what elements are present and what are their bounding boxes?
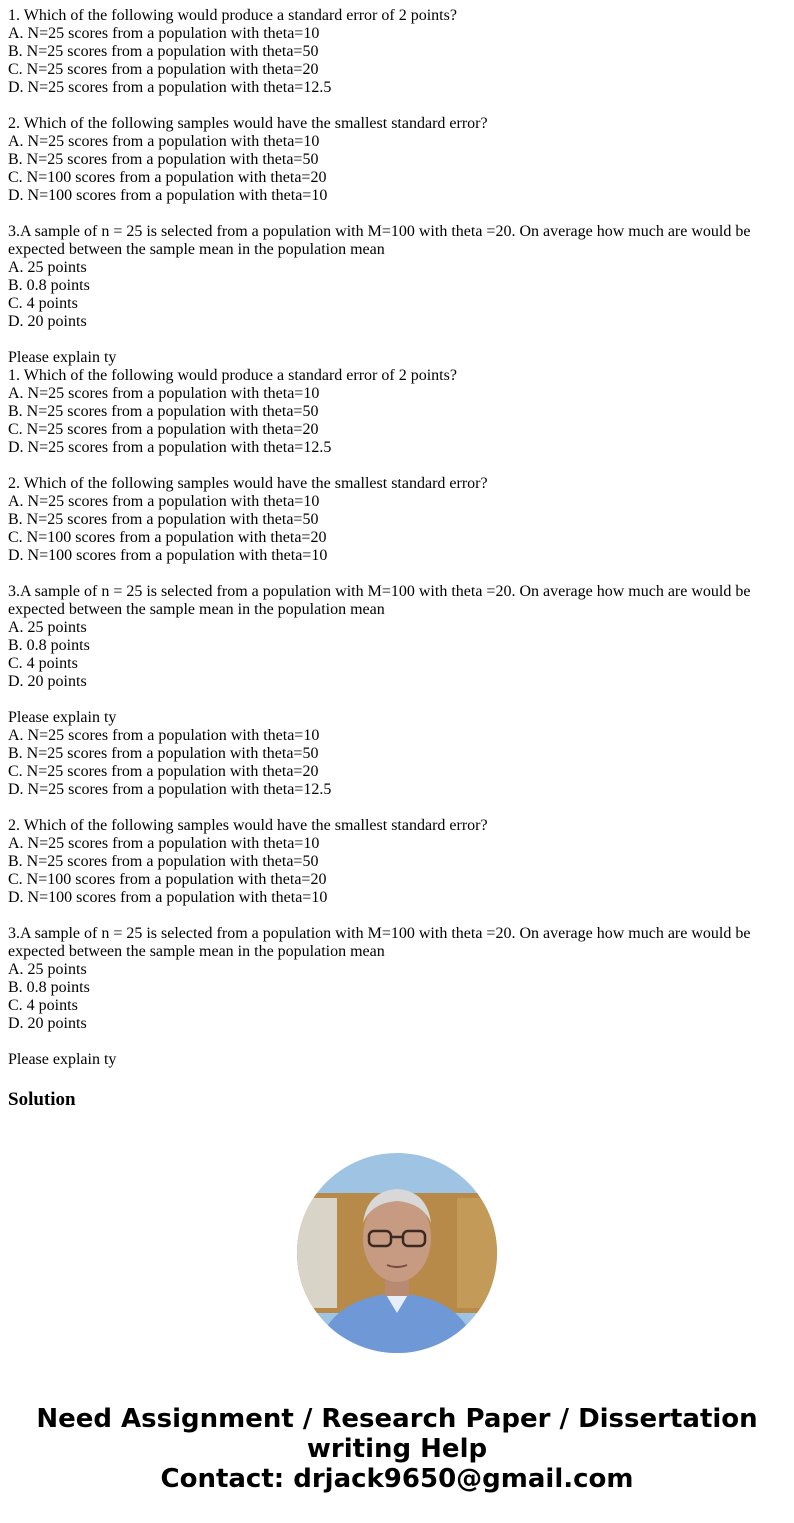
avatar-photo — [297, 1153, 497, 1353]
blank-line — [8, 565, 778, 583]
text-line: C. N=25 scores from a population with theta=20 — [8, 421, 319, 438]
text-line: 2. Which of the following samples would have the smallest standard error? — [8, 817, 488, 834]
text-line: B. N=25 scores from a population with theta=50 — [8, 43, 319, 60]
text-line: C. N=25 scores from a population with theta=20 — [8, 763, 319, 780]
blank-line — [8, 457, 778, 475]
text-line: B. 0.8 points — [8, 979, 90, 996]
text-line: B. N=25 scores from a population with theta=50 — [8, 403, 319, 420]
text-line: Please explain ty — [8, 349, 117, 366]
text-line: D. N=100 scores from a population with theta=10 — [8, 187, 328, 204]
text-line: D. N=100 scores from a population with theta=10 — [8, 547, 328, 564]
text-line: A. N=25 scores from a population with theta=10 — [8, 493, 320, 510]
blank-line — [8, 205, 778, 223]
blank-line — [8, 97, 778, 115]
text-line: 1. Which of the following would produce a standard error of 2 points? — [8, 367, 457, 384]
text-line: 1. Which of the following would produce a standard error of 2 points? — [8, 7, 457, 24]
text-line: 3.A sample of n = 25 is selected from a population with M=100 with theta =20. On average how much are would be expected between the sample mean in the population mean — [8, 925, 751, 960]
text-line: D. N=25 scores from a population with theta=12.5 — [8, 781, 332, 798]
text-line: A. 25 points — [8, 619, 87, 636]
text-line: 3.A sample of n = 25 is selected from a population with M=100 with theta =20. On average how much are would be expected between the sample mean in the population mean — [8, 583, 751, 618]
text-line: 2. Which of the following samples would have the smallest standard error? — [8, 475, 488, 492]
footer-line-3: Contact: drjack9650@gmail.com — [160, 1464, 634, 1494]
footer-banner — [0, 1404, 794, 1494]
text-line: D. N=25 scores from a population with theta=12.5 — [8, 79, 332, 96]
text-line: A. 25 points — [8, 259, 87, 276]
blank-line — [8, 1033, 778, 1051]
text-line: B. N=25 scores from a population with theta=50 — [8, 853, 319, 870]
text-line: B. N=25 scores from a population with theta=50 — [8, 511, 319, 528]
text-line: Please explain ty — [8, 709, 117, 726]
blank-line — [8, 331, 778, 349]
text-line: B. 0.8 points — [8, 637, 90, 654]
footer-line-2: writing Help — [306, 1434, 488, 1464]
text-line: A. N=25 scores from a population with theta=10 — [8, 727, 320, 744]
text-line: C. N=100 scores from a population with theta=20 — [8, 871, 327, 888]
text-line: B. 0.8 points — [8, 277, 90, 294]
text-line: C. 4 points — [8, 997, 78, 1014]
text-line: A. N=25 scores from a population with theta=10 — [8, 133, 320, 150]
solution-heading: Solution — [8, 1089, 76, 1110]
blank-line — [8, 691, 778, 709]
text-line: D. 20 points — [8, 313, 87, 330]
question-text — [8, 7, 778, 1069]
text-line: B. N=25 scores from a population with theta=50 — [8, 151, 319, 168]
text-line: A. N=25 scores from a population with theta=10 — [8, 25, 320, 42]
text-line: C. N=100 scores from a population with theta=20 — [8, 529, 327, 546]
blank-line — [8, 799, 778, 817]
text-line: B. N=25 scores from a population with theta=50 — [8, 745, 319, 762]
text-line: C. 4 points — [8, 655, 78, 672]
text-line: A. N=25 scores from a population with theta=10 — [8, 385, 320, 402]
text-line: 3.A sample of n = 25 is selected from a population with M=100 with theta =20. On average how much are would be expected between the sample mean in the population mean — [8, 223, 751, 258]
text-line: D. N=25 scores from a population with theta=12.5 — [8, 439, 332, 456]
text-line: D. N=100 scores from a population with theta=10 — [8, 889, 328, 906]
avatar — [297, 1153, 497, 1353]
text-line: C. N=100 scores from a population with theta=20 — [8, 169, 327, 186]
text-line: D. 20 points — [8, 673, 87, 690]
text-line: A. N=25 scores from a population with theta=10 — [8, 835, 320, 852]
footer-line-1: Need Assignment / Research Paper / Dissertation — [36, 1404, 758, 1434]
text-line: C. N=25 scores from a population with theta=20 — [8, 61, 319, 78]
text-line: D. 20 points — [8, 1015, 87, 1032]
text-line: Please explain ty — [8, 1051, 117, 1068]
text-line: C. 4 points — [8, 295, 78, 312]
blank-line — [8, 907, 778, 925]
text-line: A. 25 points — [8, 961, 87, 978]
text-line: 2. Which of the following samples would have the smallest standard error? — [8, 115, 488, 132]
